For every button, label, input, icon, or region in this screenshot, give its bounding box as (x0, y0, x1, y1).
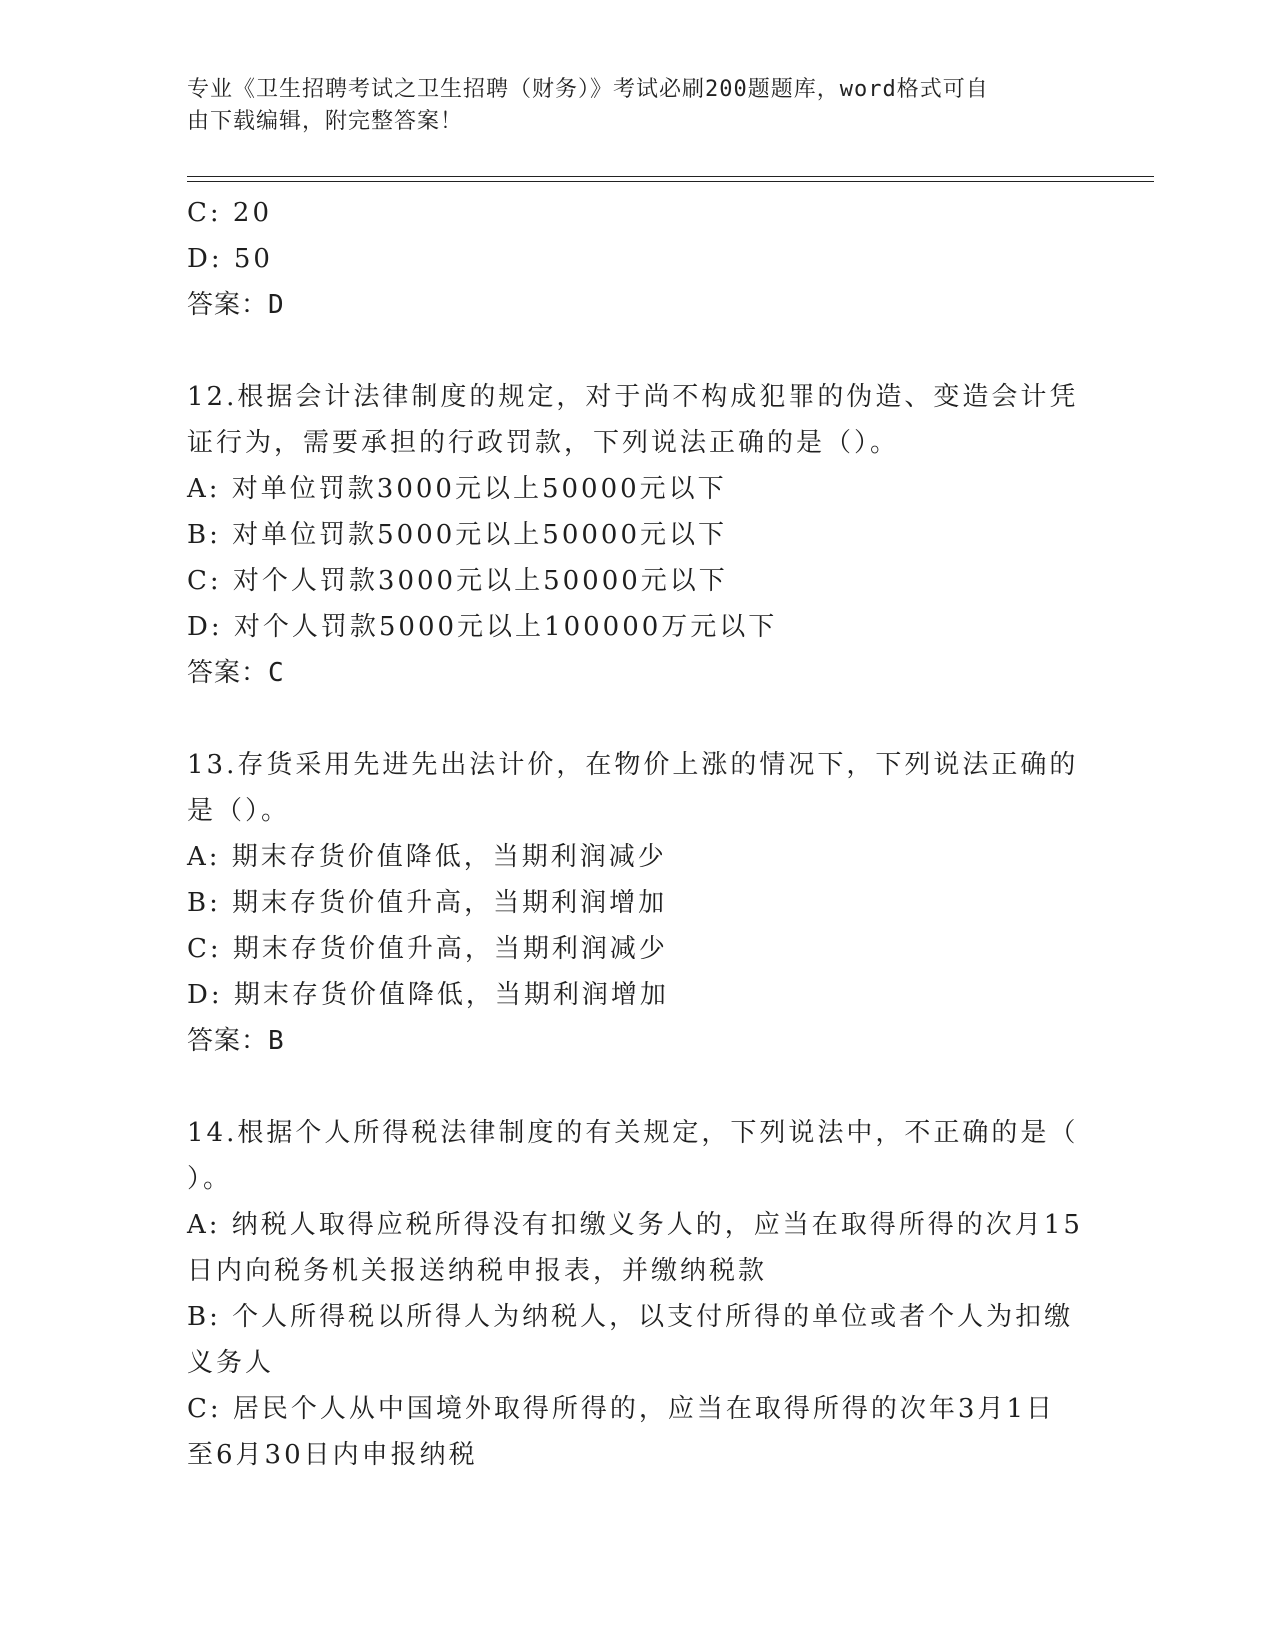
option-b-continued: 义务人 (187, 1348, 275, 1378)
answer-line: 答案：B (187, 1026, 285, 1056)
document-header (187, 74, 1087, 138)
spacer (187, 1064, 1087, 1110)
option-b: B: 对单位罚款5000元以上50000元以下 (187, 520, 728, 550)
option-d: D: 期末存货价值降低，当期利润增加 (187, 980, 669, 1010)
header-line-2: 由下载编辑，附完整答案！ (187, 109, 464, 134)
question-12 (187, 374, 1087, 696)
option-d: D: 50 (187, 244, 273, 274)
header-divider-top (187, 176, 1154, 177)
spacer (187, 328, 1087, 374)
option-b: B: 个人所得税以所得人为纳税人，以支付所得的单位或者个人为扣缴 (187, 1302, 1074, 1332)
option-c: C: 期末存货价值升高，当期利润减少 (187, 934, 668, 964)
question-stem-continued: ）。 (187, 1164, 233, 1194)
option-c: C: 居民个人从中国境外取得所得的，应当在取得所得的次年3月1日 (187, 1394, 1056, 1424)
question-11-tail (187, 190, 1087, 328)
option-a: A: 对单位罚款3000元以上50000元以下 (187, 474, 727, 504)
option-a: A: 期末存货价值降低，当期利润减少 (187, 842, 667, 872)
document-body (187, 190, 1087, 1478)
spacer (187, 696, 1087, 742)
option-a: A: 纳税人取得应税所得没有扣缴义务人的，应当在取得所得的次月15 (187, 1210, 1083, 1240)
question-14 (187, 1110, 1087, 1478)
question-stem-continued: 证行为，需要承担的行政罚款，下列说法正确的是（）。 (187, 428, 900, 458)
question-stem: 12.根据会计法律制度的规定，对于尚不构成犯罪的伪造、变造会计凭 (187, 382, 1079, 412)
question-stem: 13.存货采用先进先出法计价，在物价上涨的情况下，下列说法正确的 (187, 750, 1079, 780)
option-c-continued: 至6月30日内申报纳税 (187, 1440, 478, 1470)
question-13 (187, 742, 1087, 1064)
option-d: D: 对个人罚款5000元以上100000万元以下 (187, 612, 778, 642)
option-b: B: 期末存货价值升高，当期利润增加 (187, 888, 668, 918)
option-c: C: 20 (187, 198, 273, 228)
answer-line: 答案：D (187, 290, 285, 320)
header-line-1: 专业《卫生招聘考试之卫生招聘（财务）》考试必刷200题题库，word格式可自 (187, 77, 989, 102)
header-divider-bottom (187, 181, 1154, 182)
option-a-continued: 日内向税务机关报送纳税申报表，并缴纳税款 (187, 1256, 768, 1286)
option-c: C: 对个人罚款3000元以上50000元以下 (187, 566, 728, 596)
question-stem: 14.根据个人所得税法律制度的有关规定，下列说法中，不正确的是（ (187, 1118, 1079, 1148)
question-stem-continued: 是（）。 (187, 796, 291, 826)
answer-line: 答案：C (187, 658, 285, 688)
